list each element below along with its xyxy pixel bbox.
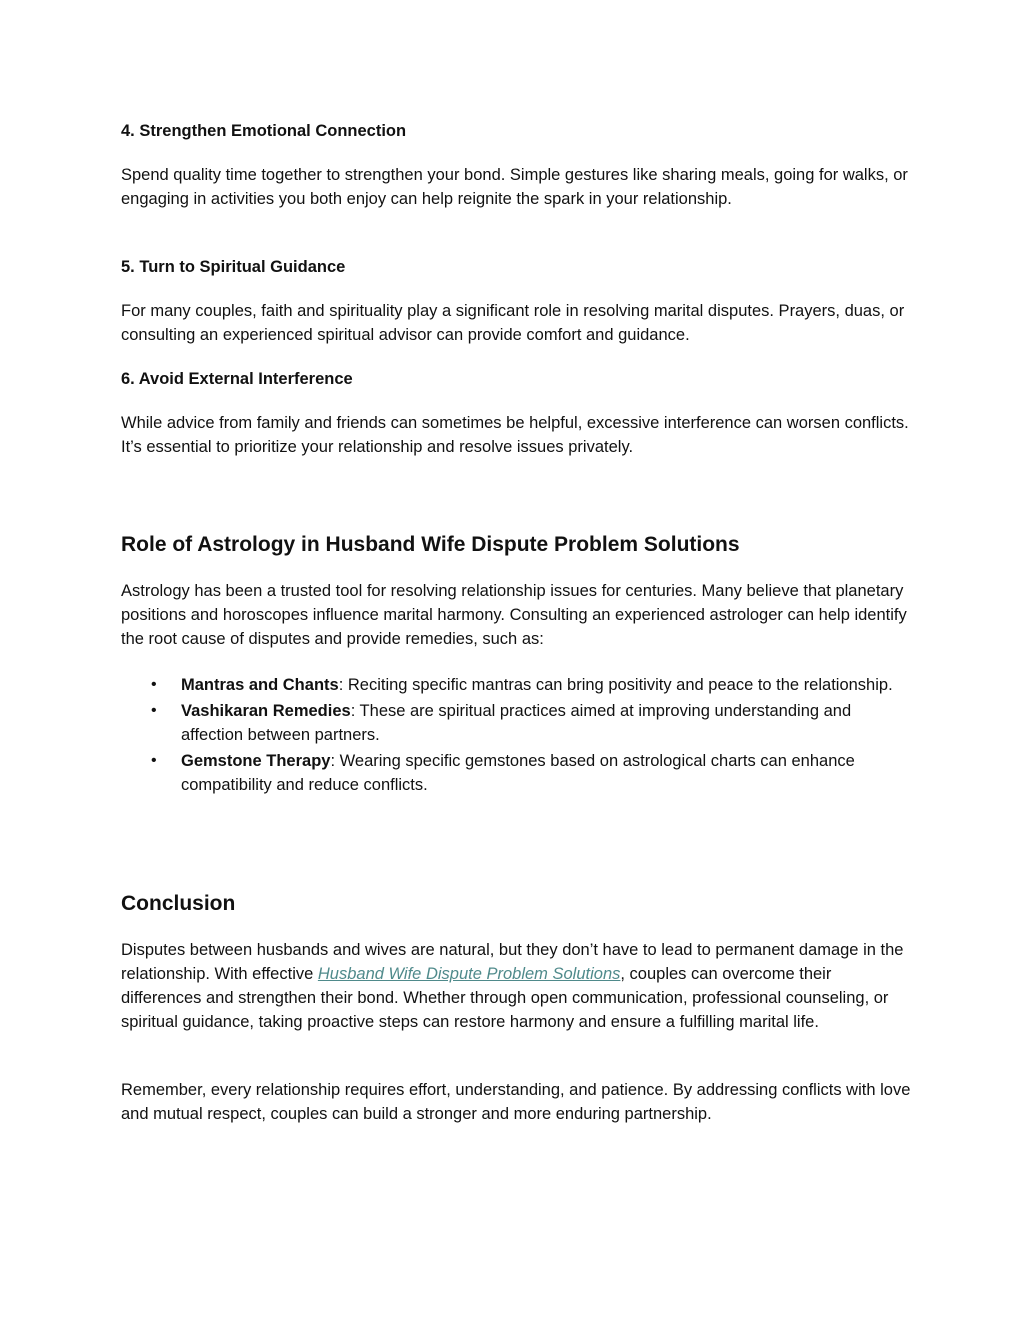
heading-external-interference: 6. Avoid External Interference (121, 370, 353, 388)
paragraph-external-interference: While advice from family and friends can sometimes be helpful, excessive interference can worsen conflicts. It’s essential to prioritize your relationship and resolve issues privately. (121, 414, 909, 456)
paragraph-conclusion-2: Remember, every relationship requires effort, understanding, and patience. By addressing conflicts with love and mutual respect, couples can build a stronger and more enduring partnership. (121, 1081, 911, 1123)
paragraph-conclusion-1 (121, 938, 911, 1034)
list-item-mantras (121, 673, 911, 697)
text-mantras: : Reciting specific mantras can bring positivity and peace to the relationship. (338, 676, 893, 694)
list-item-vashikaran (121, 699, 911, 747)
term-vashikaran: Vashikaran Remedies (181, 702, 351, 720)
heading-strengthen-emotional-connection: 4. Strengthen Emotional Connection (121, 122, 407, 140)
heading-spiritual-guidance: 5. Turn to Spiritual Guidance (121, 258, 346, 276)
paragraph-astrology-intro: Astrology has been a trusted tool for resolving relationship issues for centuries. Many believe that planetary positions and horoscopes influence marital harmony. Consulting an experienced astrologer can help identify the root cause of disputes and provide remedies, such as: (121, 582, 907, 648)
astrology-remedies-list (121, 673, 911, 797)
bullet-icon: • (151, 702, 157, 719)
term-mantras: Mantras and Chants (181, 676, 339, 694)
bullet-icon: • (151, 752, 157, 769)
text-vashikaran: : These are spiritual practices aimed at improving understanding and affection between partners. (181, 702, 852, 744)
conclusion-text-before-link: Disputes between husbands and wives are natural, but they don’t have to lead to permanent damage in the relationship. With effective (121, 941, 904, 983)
husband-wife-dispute-link[interactable]: Husband Wife Dispute Problem Solutions (317, 965, 621, 983)
list-item-gemstone (121, 749, 911, 797)
paragraph-spiritual-guidance: For many couples, faith and spirituality play a significant role in resolving marital disputes. Prayers, duas, or consulting an experienced spiritual advisor can provide comfort and guidance. (121, 302, 905, 344)
bullet-icon: • (151, 676, 157, 693)
text-gemstone: : Wearing specific gemstones based on astrological charts can enhance compatibility and reduce conflicts. (181, 752, 855, 794)
term-gemstone: Gemstone Therapy (181, 752, 331, 770)
heading-role-of-astrology: Role of Astrology in Husband Wife Dispute Problem Solutions (121, 533, 740, 556)
paragraph-emotional-connection: Spend quality time together to strengthen your bond. Simple gestures like sharing meals, going for walks, or engaging in activities you both enjoy can help reignite the spark in your relationship. (121, 166, 908, 208)
conclusion-text-after-link: , couples can overcome their differences and strengthen their bond. Whether through open communication, professional counseling, or spiritual guidance, taking proactive steps can restore harmony and ensure a fulfilling marital life. (121, 965, 889, 1031)
heading-conclusion: Conclusion (121, 892, 236, 915)
